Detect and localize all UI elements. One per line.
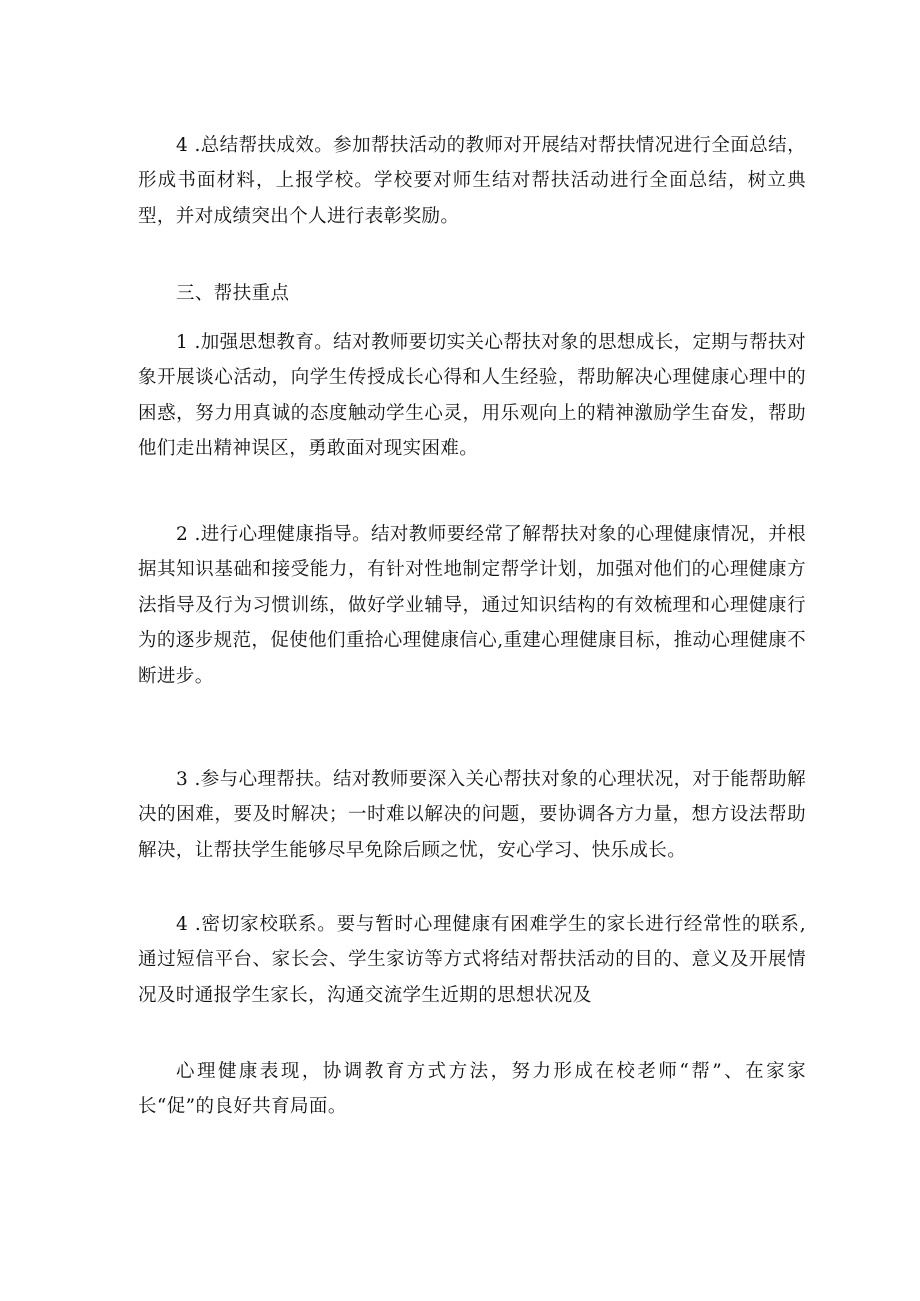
paragraph-psychological-assistance: 3 .参与心理帮扶。结对教师要深入关心帮扶对象的心理状况，对于能帮助解决的困难，要及时解决；一时难以解决的问题，要协调各方力量，想方设法帮助解决，让帮扶学生能够尽早免除后顾之忧，安心学习、快乐成长。 bbox=[138, 769, 806, 861]
paragraph-mental-health-guidance: 2 .进行心理健康指导。结对教师要经常了解帮扶对象的心理健康情况，并根据其知识基础和接受能力，有针对性地制定帮学计划，加强对他们的心理健康方法指导及行为习惯训练，做好学业辅导，通过知识结构的有效梳理和心理健康行为的逐步规范，促使他们重拾心理健康信心,重建心理健康目标，推动心理健康不断进步。 bbox=[138, 524, 806, 687]
paragraph-summary-results: 4 .总结帮扶成效。参加帮扶活动的教师对开展结对帮扶情况进行全面总结，形成书面材料，上报学校。学校要对师生结对帮扶活动进行全面总结，树立典型，并对成绩突出个人进行表彰奖励。 bbox=[138, 135, 806, 227]
paragraph-home-school-continuation: 心理健康表现，协调教育方式方法，努力形成在校老师“帮”、在家家长“促”的良好共育局面。 bbox=[138, 1061, 806, 1118]
section-heading-assistance-focus: 三、帮扶重点 bbox=[176, 283, 290, 304]
paragraph-home-school-contact: 4 .密切家校联系。要与暂时心理健康有困难学生的家长进行经常性的联系,通过短信平台、家长会、学生家访等方式将结对帮扶活动的目的、意义及开展情况及时通报学生家长，沟通交流学生近期的思想状况及 bbox=[138, 914, 806, 1006]
paragraph-ideological-education: 1 .加强思想教育。结对教师要切实关心帮扶对象的思想成长，定期与帮扶对象开展谈心活动，向学生传授成长心得和人生经验，帮助解决心理健康心理中的困惑，努力用真诚的态度触动学生心灵，用乐观向上的精神激励学生奋发，帮助他们走出精神误区，勇敢面对现实困难。 bbox=[138, 332, 806, 460]
